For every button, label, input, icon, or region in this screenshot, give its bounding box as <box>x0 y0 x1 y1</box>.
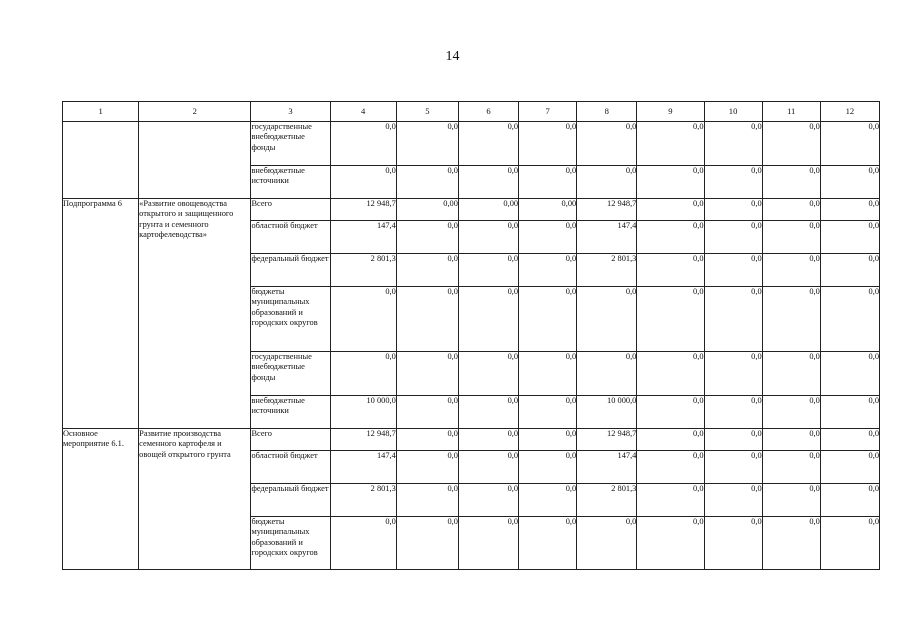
value-cell: 147,4 <box>330 221 396 254</box>
funding-source-cell: областной бюджет <box>251 221 330 254</box>
column-header: 3 <box>251 102 330 122</box>
value-cell: 12 948,7 <box>330 429 396 451</box>
value-cell: 0,0 <box>637 429 704 451</box>
value-cell: 0,0 <box>762 396 820 429</box>
program-code-cell: Основное мероприятие 6.1. <box>63 429 139 570</box>
value-cell: 2 801,3 <box>330 254 396 287</box>
value-cell: 0,0 <box>458 287 518 352</box>
value-cell: 0,0 <box>704 429 762 451</box>
value-cell: 147,4 <box>330 451 396 484</box>
value-cell: 10 000,0 <box>577 396 637 429</box>
column-header: 1 <box>63 102 139 122</box>
program-code-cell: Подпрограмма 6 <box>63 199 139 429</box>
column-header: 11 <box>762 102 820 122</box>
value-cell: 0,0 <box>637 254 704 287</box>
column-header: 4 <box>330 102 396 122</box>
value-cell: 147,4 <box>577 451 637 484</box>
value-cell: 0,0 <box>519 517 577 570</box>
column-header: 6 <box>458 102 518 122</box>
value-cell: 0,0 <box>704 396 762 429</box>
program-name-cell: Развитие производства семенного картофеля и овощей открытого грунта <box>139 429 251 570</box>
value-cell: 0,0 <box>637 484 704 517</box>
value-cell: 0,0 <box>637 199 704 221</box>
column-header: 5 <box>396 102 458 122</box>
value-cell: 0,0 <box>820 199 879 221</box>
column-header: 10 <box>704 102 762 122</box>
value-cell: 0,0 <box>396 122 458 166</box>
value-cell: 0,0 <box>820 451 879 484</box>
value-cell: 0,0 <box>762 221 820 254</box>
value-cell: 0,0 <box>820 122 879 166</box>
value-cell: 0,0 <box>637 122 704 166</box>
value-cell: 0,0 <box>519 352 577 396</box>
value-cell: 0,0 <box>519 484 577 517</box>
value-cell: 0,0 <box>519 396 577 429</box>
value-cell: 0,0 <box>704 221 762 254</box>
funding-source-cell: внебюджетные источники <box>251 396 330 429</box>
value-cell: 0,0 <box>762 199 820 221</box>
value-cell: 0,0 <box>396 166 458 199</box>
value-cell: 0,0 <box>458 517 518 570</box>
value-cell: 0,0 <box>762 352 820 396</box>
value-cell: 0,0 <box>762 287 820 352</box>
value-cell: 0,0 <box>637 352 704 396</box>
value-cell: 0,0 <box>762 429 820 451</box>
value-cell: 0,0 <box>820 517 879 570</box>
value-cell: 0,0 <box>637 451 704 484</box>
value-cell: 12 948,7 <box>330 199 396 221</box>
value-cell: 0,0 <box>396 396 458 429</box>
value-cell: 0,0 <box>519 287 577 352</box>
funding-source-cell: государственные внебюджетные фонды <box>251 122 330 166</box>
value-cell: 0,00 <box>458 199 518 221</box>
value-cell: 0,0 <box>519 254 577 287</box>
column-header: 12 <box>820 102 879 122</box>
value-cell: 2 801,3 <box>330 484 396 517</box>
funding-source-cell: Всего <box>251 199 330 221</box>
value-cell: 0,0 <box>820 221 879 254</box>
column-header: 8 <box>577 102 637 122</box>
value-cell: 0,0 <box>396 451 458 484</box>
value-cell: 0,0 <box>458 254 518 287</box>
value-cell: 0,0 <box>704 484 762 517</box>
value-cell: 0,0 <box>396 517 458 570</box>
value-cell: 0,0 <box>396 484 458 517</box>
program-name-cell: «Развитие овощеводства открытого и защищенного грунта и семенного картофелеводства» <box>139 199 251 429</box>
column-header: 9 <box>637 102 704 122</box>
value-cell: 0,0 <box>519 429 577 451</box>
value-cell: 0,0 <box>820 484 879 517</box>
value-cell: 0,0 <box>396 254 458 287</box>
value-cell: 0,0 <box>458 484 518 517</box>
funding-source-cell: бюджеты муниципальных образований и городских округов <box>251 287 330 352</box>
value-cell: 0,0 <box>458 122 518 166</box>
value-cell: 0,0 <box>637 166 704 199</box>
funding-source-cell: федеральный бюджет <box>251 254 330 287</box>
value-cell: 0,0 <box>330 122 396 166</box>
value-cell: 0,0 <box>820 166 879 199</box>
value-cell: 0,0 <box>458 396 518 429</box>
value-cell: 0,0 <box>396 221 458 254</box>
value-cell: 0,0 <box>637 287 704 352</box>
value-cell: 0,0 <box>704 287 762 352</box>
value-cell: 0,0 <box>762 254 820 287</box>
value-cell: 0,0 <box>820 352 879 396</box>
program-code-cell <box>63 122 139 199</box>
value-cell: 0,0 <box>577 166 637 199</box>
value-cell: 0,0 <box>458 352 518 396</box>
value-cell: 0,0 <box>820 287 879 352</box>
value-cell: 0,0 <box>458 451 518 484</box>
value-cell: 0,0 <box>458 429 518 451</box>
table-row <box>63 199 880 221</box>
value-cell: 0,0 <box>762 166 820 199</box>
value-cell: 0,0 <box>762 122 820 166</box>
value-cell: 0,0 <box>577 517 637 570</box>
value-cell: 0,0 <box>519 166 577 199</box>
funding-source-cell: государственные внебюджетные фонды <box>251 352 330 396</box>
value-cell: 0,0 <box>577 287 637 352</box>
value-cell: 0,0 <box>519 122 577 166</box>
value-cell: 147,4 <box>577 221 637 254</box>
value-cell: 0,0 <box>637 221 704 254</box>
column-header: 7 <box>519 102 577 122</box>
value-cell: 0,0 <box>330 166 396 199</box>
value-cell: 0,0 <box>458 166 518 199</box>
table-body <box>63 122 880 570</box>
value-cell: 0,0 <box>704 352 762 396</box>
value-cell: 0,0 <box>704 517 762 570</box>
table-row <box>63 429 880 451</box>
value-cell: 0,0 <box>458 221 518 254</box>
value-cell: 0,0 <box>704 254 762 287</box>
column-header: 2 <box>139 102 251 122</box>
value-cell: 0,0 <box>762 484 820 517</box>
value-cell: 0,0 <box>330 287 396 352</box>
page-number: 14 <box>445 49 460 64</box>
value-cell: 0,0 <box>762 451 820 484</box>
table-row <box>63 122 880 166</box>
value-cell: 0,0 <box>396 287 458 352</box>
funding-source-cell: федеральный бюджет <box>251 484 330 517</box>
program-name-cell <box>139 122 251 199</box>
value-cell: 0,00 <box>396 199 458 221</box>
value-cell: 0,0 <box>577 122 637 166</box>
value-cell: 12 948,7 <box>577 429 637 451</box>
value-cell: 0,0 <box>330 352 396 396</box>
value-cell: 0,0 <box>577 352 637 396</box>
value-cell: 2 801,3 <box>577 254 637 287</box>
value-cell: 0,0 <box>820 396 879 429</box>
value-cell: 10 000,0 <box>330 396 396 429</box>
value-cell: 0,0 <box>704 451 762 484</box>
value-cell: 12 948,7 <box>577 199 637 221</box>
value-cell: 0,0 <box>396 429 458 451</box>
value-cell: 0,0 <box>704 122 762 166</box>
value-cell: 0,0 <box>704 166 762 199</box>
value-cell: 0,00 <box>519 199 577 221</box>
budget-table <box>62 101 880 570</box>
value-cell: 0,0 <box>519 451 577 484</box>
value-cell: 2 801,3 <box>577 484 637 517</box>
funding-source-cell: областной бюджет <box>251 451 330 484</box>
value-cell: 0,0 <box>704 199 762 221</box>
value-cell: 0,0 <box>637 396 704 429</box>
value-cell: 0,0 <box>330 517 396 570</box>
funding-source-cell: внебюджетные источники <box>251 166 330 199</box>
value-cell: 0,0 <box>820 429 879 451</box>
value-cell: 0,0 <box>519 221 577 254</box>
value-cell: 0,0 <box>762 517 820 570</box>
value-cell: 0,0 <box>820 254 879 287</box>
funding-source-cell: Всего <box>251 429 330 451</box>
header-row <box>63 102 880 122</box>
funding-source-cell: бюджеты муниципальных образований и городских округов <box>251 517 330 570</box>
value-cell: 0,0 <box>637 517 704 570</box>
value-cell: 0,0 <box>396 352 458 396</box>
